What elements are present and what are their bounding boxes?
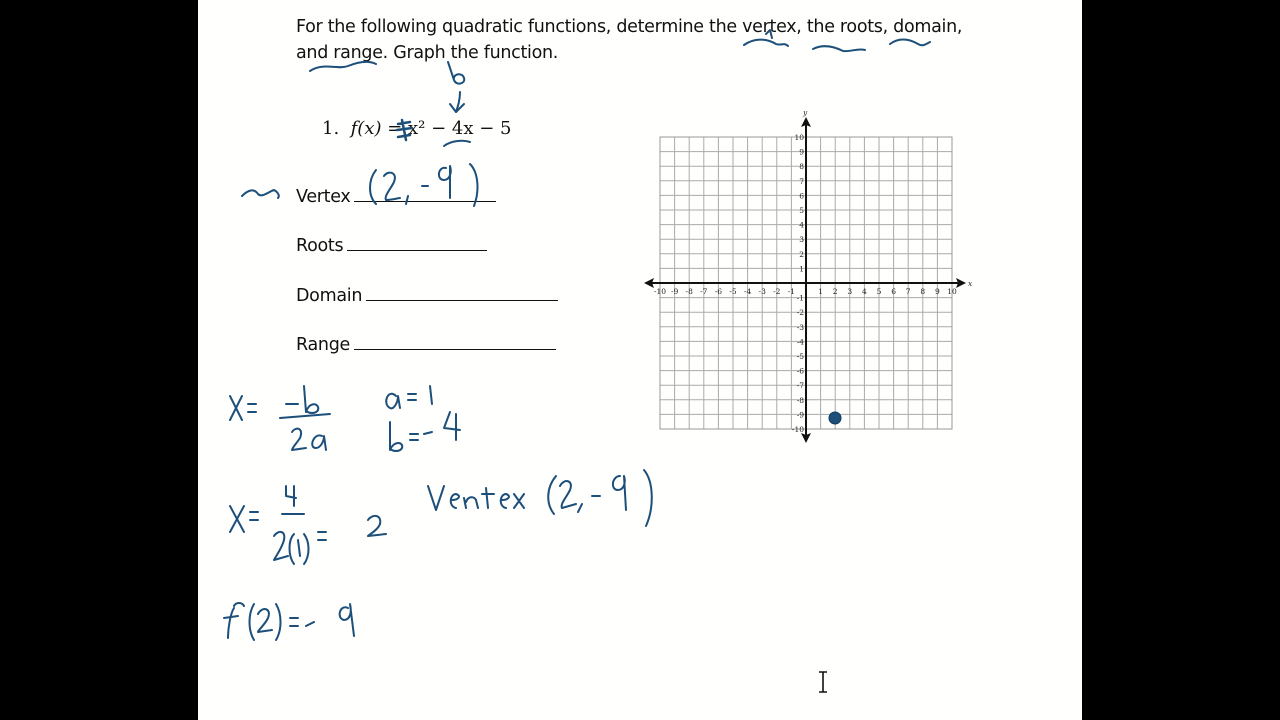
y-tick-label: 10 (794, 133, 804, 142)
vertex-field[interactable] (296, 185, 496, 207)
y-tick-label: 5 (799, 206, 804, 215)
function-label: f(x) (350, 118, 382, 139)
y-tick-label: -1 (796, 293, 804, 303)
minus-underline (444, 141, 470, 146)
y-tick-label: -9 (796, 410, 804, 420)
vertex-label: Vertex (296, 187, 351, 207)
feval-paren-2 (250, 604, 281, 640)
calc-x-eq (230, 506, 258, 532)
squiggle-vertex-left (242, 190, 279, 198)
x-tick-label: 3 (847, 287, 853, 296)
note-vertex-word (428, 486, 524, 510)
x-tick-label: -8 (685, 287, 693, 296)
problem-1 (322, 118, 512, 139)
a-eq-1 (386, 386, 432, 408)
formula-neg-b (286, 386, 318, 413)
y-tick-label: 3 (799, 235, 804, 245)
x-tick-label: 1 (818, 287, 823, 296)
y-tick-label: 6 (799, 191, 804, 201)
x-tick-label: -3 (758, 287, 766, 296)
range-field[interactable] (296, 333, 556, 355)
arrow-head (450, 104, 464, 112)
y-tick-label: -3 (796, 322, 804, 332)
domain-label: Domain (296, 286, 363, 306)
x-tick-label: 4 (862, 287, 867, 296)
roots-field[interactable] (296, 234, 487, 256)
roots-label: Roots (296, 236, 344, 256)
x-tick-label: -2 (773, 287, 781, 296)
y-axis-label: y (803, 108, 808, 117)
x-tick-label: -10 (653, 287, 667, 296)
y-tick-label: -7 (796, 381, 804, 391)
calc-eq-2 (318, 516, 386, 540)
b-eq-neg4 (390, 412, 460, 451)
y-tick-label: 9 (799, 147, 804, 157)
x-axis-label: x (968, 279, 973, 288)
x-tick-label: 6 (891, 287, 896, 296)
x-tick-label: 7 (905, 287, 911, 296)
formula-bar (280, 414, 330, 418)
x-tick-label: 10 (947, 287, 957, 296)
vertex-blank[interactable] (354, 185, 496, 202)
x-tick-label: 8 (920, 287, 926, 296)
calc-4 (286, 486, 296, 506)
y-tick-label: -8 (796, 395, 804, 405)
text-cursor-icon (816, 670, 830, 696)
x-tick-label: -4 (743, 287, 752, 296)
worksheet-page (198, 0, 1082, 720)
feval-eq-neg9 (290, 604, 354, 636)
x-tick-label: 2 (832, 287, 838, 296)
y-tick-label: 8 (799, 162, 804, 172)
y-tick-label: -5 (796, 352, 804, 361)
range-label: Range (296, 335, 350, 355)
range-blank[interactable] (354, 333, 556, 350)
y-tick-label: -10 (791, 425, 804, 434)
problem-number: 1. (322, 118, 340, 139)
y-tick-label: 4 (799, 220, 804, 230)
formula-2a (292, 429, 326, 450)
arrow-shaft (456, 92, 460, 112)
x-tick-label: -9 (670, 287, 679, 296)
x-tick-label: -1 (787, 287, 796, 296)
y-tick-label: -4 (796, 337, 804, 347)
x-tick-label: -5 (729, 287, 737, 296)
instructions-text: For the following quadratic functions, determine the vertex, the roots, domain, and range. Graph the function. (296, 17, 963, 63)
x-tick-label: 9 (935, 287, 940, 296)
calc-2-1 (274, 532, 309, 564)
feval-f (224, 603, 244, 638)
function-expression: = x² − 4x − 5 (381, 118, 512, 139)
roots-blank[interactable] (347, 234, 487, 251)
y-tick-label: -2 (796, 308, 804, 318)
x-tick-label: 5 (876, 287, 882, 296)
x-tick-label: -6 (714, 287, 723, 296)
note-vertex-coords (548, 470, 652, 526)
y-tick-label: 2 (799, 249, 804, 259)
x-tick-label: -7 (700, 287, 708, 296)
domain-blank[interactable] (366, 284, 558, 301)
domain-field[interactable] (296, 284, 558, 306)
y-tick-label: 1 (799, 264, 804, 274)
coordinate-grid[interactable] (638, 108, 978, 453)
y-tick-label: -6 (796, 366, 804, 376)
y-tick-label: 7 (799, 176, 804, 186)
formula-x-eq (230, 396, 256, 420)
